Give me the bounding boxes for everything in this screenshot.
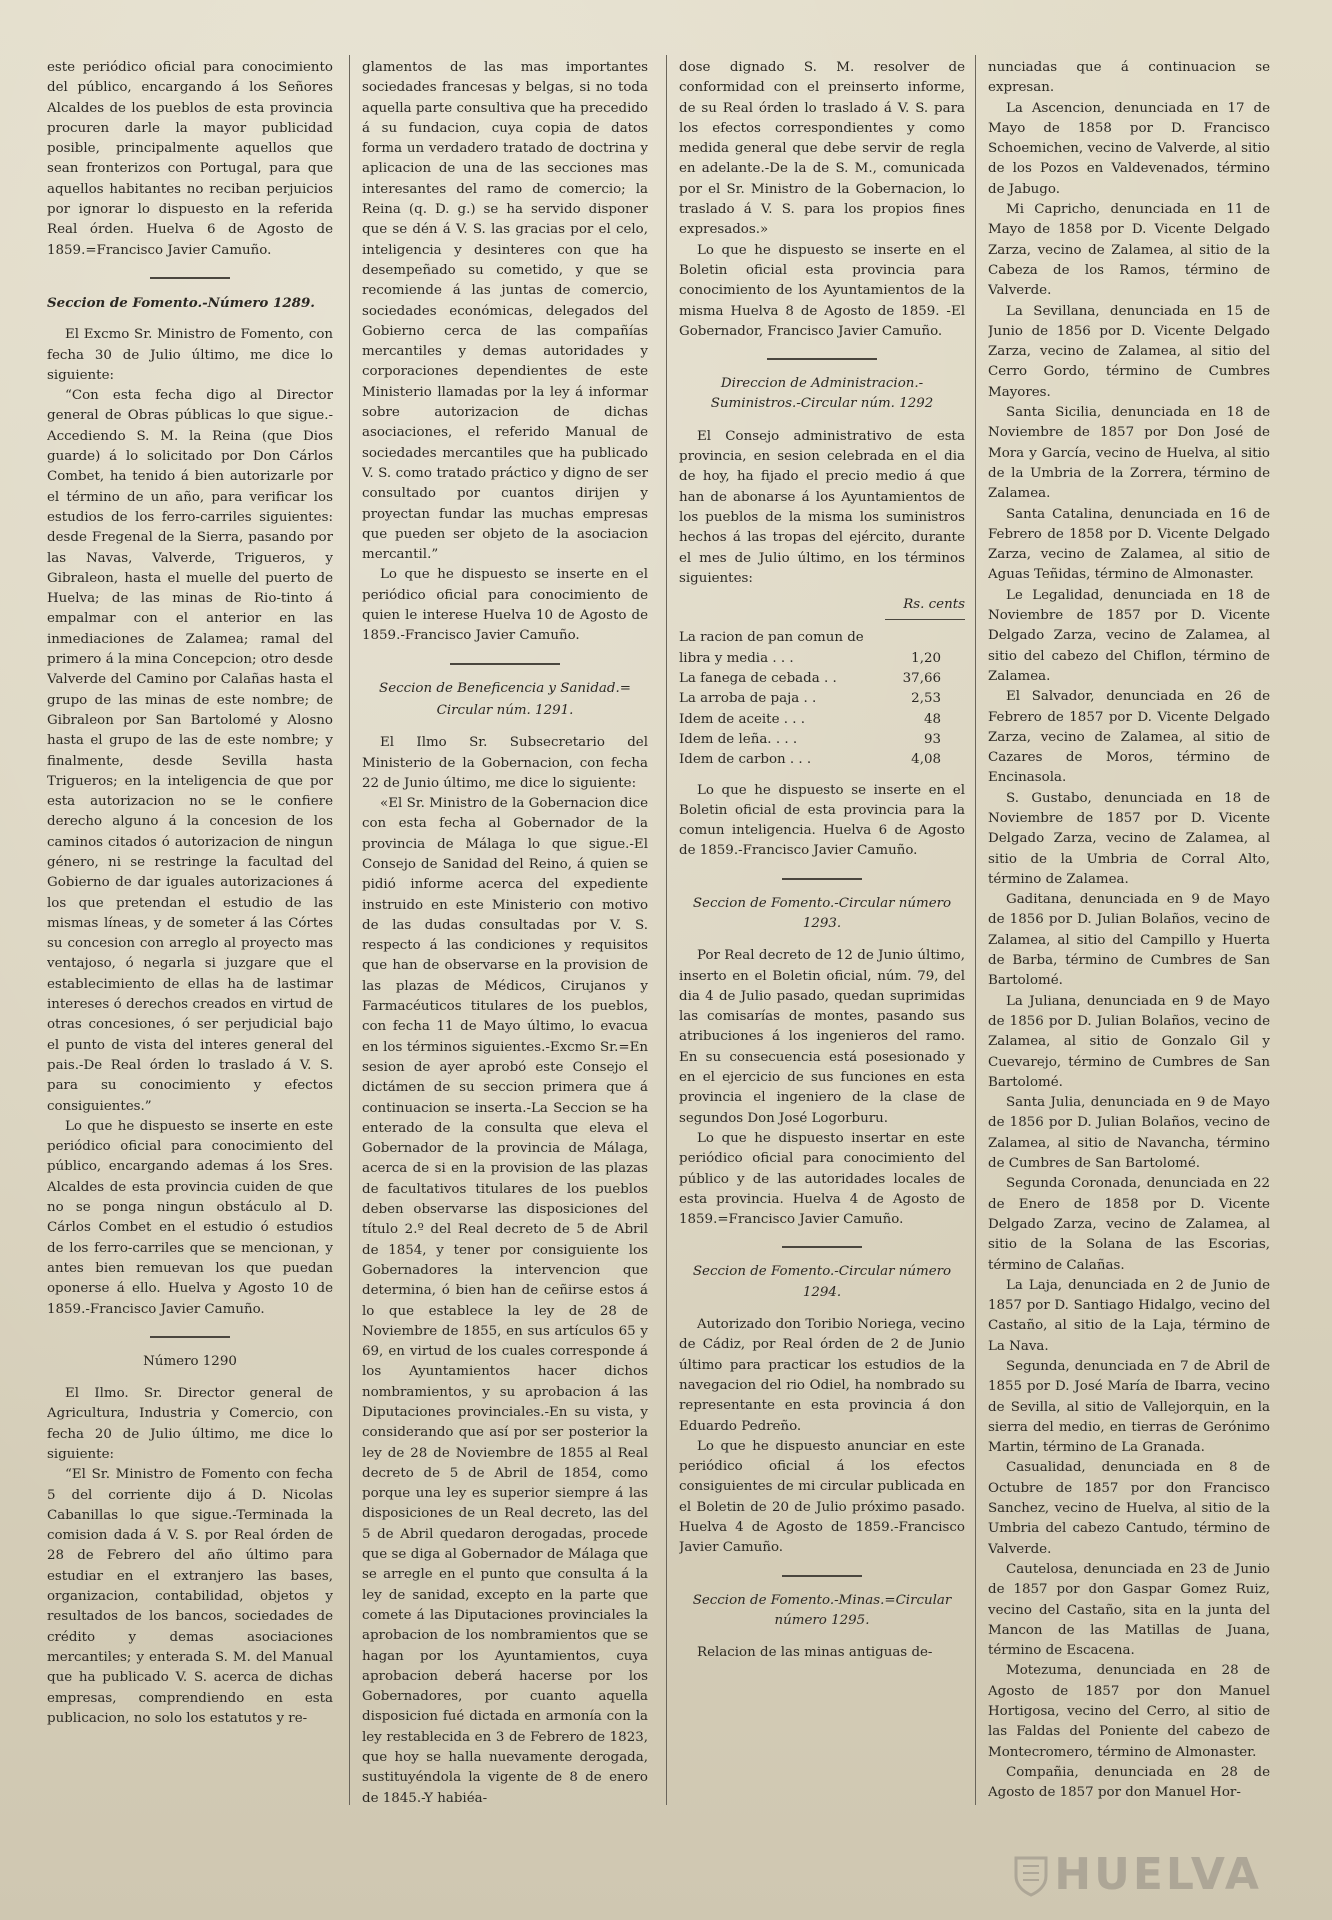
table-row [679,689,965,709]
separator-rule [782,1575,862,1577]
separator-rule [782,878,862,880]
paragraph: glamentos de las mas importantes sociedades francesas y belgas, si no toda aquella parte consultiva que ha precedido á su fundacion, cuya copia de datos forma un verdadero tratado de doctrina y aplicacion de una de las secciones mas interesantes del ramo de comercio; la Reina (q. D. g.) se ha servido disponer que se dén á V. S. las gracias por el celo, inteligencia y desinteres con que ha desempeñado su cometido, y que se recomiende á las juntas de comercio, sociedades económicas, delegados del Gobierno cerca de las compañías mercantiles y demas autoridades y corporaciones dependientes de este Ministerio llamadas por la ley á informar sobre autorizacion de dichas asociaciones, el referido Manual de sociedades mercantiles que ha publicado V. S. como tratado práctico y digno de ser consultado por cuantos dirijen y proyectan fundar las muchas empresas que pueden ser objeto de la asociacion mercantil.” [362,60,648,563]
list-item: La Juliana, denunciada en 9 de Mayo de 1856 por D. Julian Bolaños, vecino de Zalamea, al sitio de Gonzalo Gil y Cuevarejo, término de Cumbres de San Bartolomé. [988,993,1270,1090]
column-3 [679,58,965,1868]
price-item: Idem de aceite . . . [679,711,806,727]
list-item: Cautelosa, denunciada en 23 de Junio de 1857 por don Gaspar Gomez Ruiz, vecino del Castaño, sita en la junta del Mancon de las Matillas de Juana, término de Escacena. [988,1561,1270,1659]
list-item: Santa Sicilia, denunciada en 18 de Noviembre de 1857 por Don José de Mora y García, vecino de Huelva, al sitio de la Umbria de la Zorrera, término de Zalamea. [988,405,1270,502]
column-rule [349,55,350,1805]
paragraph: “El Sr. Ministro de Fomento con fecha 5 del corriente dijo á D. Nicolas Cabanillas lo que sigue.-Terminada la comision dada á V. S. por Real órden de 28 de Febrero del año último para estudiar en el extranjero las bases, organizacion, contabilidad, objetos y resultados de los bancos, sociedades de crédito y demas asociaciones mercantiles; y enterada S. M. del Manual que ha publicado V. S. acerca de dichas empresas, comprendiendo en esta publicacion, no solo los estatutos y re- [47,1467,333,1726]
section-heading-1294: Seccion de Fomento.-Circular número 1294. [692,1264,952,1300]
list-item: Segunda Coronada, denunciada en 22 de Enero de 1858 por D. Vicente Delgado Zarza, vecino de Zalamea, al sitio de la Solana de las Escorias, término de Calañas. [988,1176,1270,1273]
paragraph: El Excmo Sr. Ministro de Fomento, con fecha 30 de Julio último, me dice lo siguiente: [47,327,333,383]
list-item: La Laja, denunciada en 2 de Junio de 1857 por D. Santiago Hidalgo, vecino del Castaño, al sitio de la Laja, término de La Nava. [988,1277,1270,1354]
paragraph: dose dignado S. M. resolver de conformidad con el preinserto informe, de su Real órden lo traslado á V. S. para los efectos correspondientes y como medida general que debe servir de regla en adelante.-De la de S. M., comunicada por el Sr. Ministro de la Gobernacion, lo traslado á V. S. para los propios fines expresados.» [679,60,965,238]
column-2 [362,58,648,1868]
section-heading-1295: Seccion de Fomento.-Minas.=Circular número 1295. [692,1592,952,1628]
list-item: La Ascencion, denunciada en 17 de Mayo de 1858 por D. Francisco Schoemichen, vecino de Valverde, al sitio de los Pozos en Valdevenados, término de Jabugo. [988,100,1270,197]
paragraph: Lo que he dispuesto insertar en este periódico oficial para conocimiento del público y de las autoridades locales de esta provincia. Huelva 4 de Agosto de 1859.=Francisco Javier Camuño. [679,1130,965,1228]
list-item: Motezuma, denunciada en 28 de Agosto de 1857 por don Manuel Hortigosa, vecino del Cerro, al sitio de las Faldas del Poniente del cabezo de Montecromero, término de Almonaster. [988,1663,1270,1760]
list-item: Santa Julia, denunciada en 9 de Mayo de 1856 por D. Julian Bolaños, vecino de Zalamea, al sitio de Navancha, término de Cumbres de San Bartolomé. [988,1095,1270,1172]
paragraph: Lo que he dispuesto se inserte en el Boletin oficial de esta provincia para la comun inteligencia. Huelva 6 de Agosto de 1859.-Francisco Javier Camuño. [679,782,965,859]
table-rule [885,619,965,620]
column-rule [666,55,667,1805]
paragraph: nunciadas que á continuacion se expresan. [988,60,1270,96]
table-row [679,669,965,689]
price-value: 2,53 [911,691,941,707]
section-heading-1291: Seccion de Beneficencia y Sanidad.= [379,680,631,696]
paragraph: Relacion de las minas antiguas de- [697,1645,933,1661]
price-value: 37,66 [902,671,941,687]
price-table [679,595,965,770]
price-table-header: Rs. cents [903,597,965,613]
price-item: La arroba de paja . . [679,691,817,707]
list-item: Le Legalidad, denunciada en 18 de Noviembre de 1857 por D. Vicente Delgado Zarza, vecino de Zalamea, al sitio del cabezo del Chiflon, término de Zalamea. [988,587,1270,684]
list-item: Casualidad, denunciada en 8 de Octubre de 1857 por don Francisco Sanchez, vecino de Huelva, al sitio de la Umbria del cabezo Cantudo, término de Valverde. [988,1460,1270,1557]
list-item: Compañia, denunciada en 28 de Agosto de 1857 por don Manuel Hor- [988,1764,1270,1801]
list-item: Mi Capricho, denunciada en 11 de Mayo de 1858 por D. Vicente Delgado Zarza, vecino de Zalamea, al sitio de la Cabeza de los Ramos, término de Valverde. [988,202,1270,299]
table-row [679,628,965,648]
list-item: Santa Catalina, denunciada en 16 de Febrero de 1858 por D. Vicente Delgado Zarza, vecino de Zalamea, al sitio de Aguas Teñidas, término de Almonaster. [988,506,1270,583]
table-row [679,710,965,730]
separator-rule [782,1246,862,1248]
separator-rule [767,358,877,360]
price-value: 4,08 [911,752,941,768]
section-heading-1293: Seccion de Fomento.-Circular número 1293. [692,895,952,931]
column-rule [975,55,976,1805]
paragraph: este periódico oficial para conocimiento del público, encargando á los Señores Alcaldes de los pueblos de esta provincia procuren darle la mayor publicidad posible, principalmente aquellos que sean fronterizos con Portugal, para que aquellos habitantes no reciban perjuicios por ignorar lo dispuesto en la referida Real órden. Huelva 6 de Agosto de 1859.=Francisco Javier Camuño. [47,60,333,258]
paragraph: «El Sr. Ministro de la Gobernacion dice con esta fecha al Gobernador de la provincia de Málaga lo que sigue.-El Consejo de Sanidad del Reino, á quien se pidió informe acerca del expediente instruido en este Ministerio con motivo de las dudas consultadas por V. S. respecto á las condiciones y requisitos que han de observarse en la provision de las plazas de Médicos, Cirujanos y Farmacéuticos titulares de los pueblos, con fecha 11 de Mayo último, lo evacua en los términos siguientes.-Excmo Sr.=En sesion de ayer aprobó este Consejo el dictámen de su seccion primera que á continuacion se inserta.-La Seccion se ha enterado de la consulta que eleva el Gobernador de la provincia de Málaga, acerca de si en la provision de las plazas de facultativos titulares de los pueblos deben observarse las disposiciones del título 2.º del Real decreto de 5 de Abril de 1854, y tener por consiguiente los Gobernadores la intervencion que determina, ó bien han de ceñirse estos á lo que establece la ley de 28 de Noviembre de 1855, en sus artículos 65 y 69, en virtud de los cuales corresponde á los Ayuntamientos hacer dichos nombramientos, y su aprobacion á las Diputaciones provinciales.-En su vista, y considerando que así por ser posterior la ley de 28 de Noviembre de 1855 al Real decreto de 5 de Abril de 1854, como porque una ley es superior siempre á las disposiciones de un Real decreto, las del 5 de Abril quedaron derogadas, procede que se diga al Gobernador de Málaga que se arregle en el punto que consulta á la ley de sanidad, excepto en la parte que comete á las Diputaciones provinciales la aprobacion de los nombramientos que se hagan por los Ayuntamientos, cuya aprobacion deberá hacerse por los Gobernadores, por cuanto aquella disposicion fué dictada en armonía con la ley restablecida en 3 de Febrero de 1823, que hoy se halla nuevamente derogada, sustituyéndola la vigente de 8 de enero de 1845.-Y habiéa- [362,796,648,1806]
paragraph: Lo que he dispuesto anunciar en este periódico oficial á los efectos consiguientes de mi circular publicada en el Boletin de 20 de Julio próximo pasado. Huelva 4 de Agosto de 1859.-Francisco Javier Camuño. [679,1438,965,1556]
list-item: Segunda, denunciada en 7 de Abril de 1855 por D. José María de Ibarra, vecino de Sevilla, al sitio de Vallejorquin, en la sierra del medio, en tierras de Gerónimo Martin, término de La Granada. [988,1359,1270,1456]
paragraph: El Ilmo Sr. Subsecretario del Ministerio de la Gobernacion, con fecha 22 de Junio último, me dice lo siguiente: [362,735,648,791]
table-row [679,649,965,669]
paragraph: Autorizado don Toribio Noriega, vecino de Cádiz, por Real órden de 2 de Junio último para practicar los estudios de la navegacion del rio Odiel, ha nombrado su representante en esta provincia á don Eduardo Pedreño. [679,1317,965,1434]
price-item: Idem de carbon . . . [679,752,812,768]
section-heading-1290: Número 1290 [143,1353,237,1369]
section-heading-1291-number: Circular núm. 1291. [436,702,574,718]
separator-rule [450,663,560,665]
price-item: La fanega de cebada . . [679,671,837,687]
table-row [679,750,965,770]
price-item: Idem de leña. . . . [679,731,798,747]
paragraph: Por Real decreto de 12 de Junio último, inserto en el Boletin oficial, núm. 79, del dia 4 de Julio pasado, quedan suprimidas las comisarías de montes, pasando sus atribuciones á los ingenieros del ramo. En su consecuencia está posesionado y en el ejercicio de sus funciones en esta provincia el ingeniero de la clase de segundos Don José Logorburu. [679,948,965,1126]
separator-rule [150,1336,230,1338]
price-value: 48 [923,711,941,727]
paragraph: Lo que he dispuesto se inserte en este periódico oficial para conocimiento del público, encargando ademas á los Sres. Alcaldes de esta provincia cuiden de que no se ponga ningun obstáculo al D. Cárlos Combet en el estudio ó estudios de los ferro-carriles que se mencionan, y antes bien remuevan los que puedan oponerse á ello. Huelva y Agosto 10 de 1859.-Francisco Javier Camuño. [47,1118,333,1317]
table-row [679,730,965,750]
column-1 [47,58,333,1868]
watermark-text: HUELVA [1054,1849,1262,1900]
paragraph: Lo que he dispuesto se inserte en el Boletin oficial esta provincia para conocimiento de los Ayuntamientos de la misma Huelva 8 de Agosto de 1859. -El Gobernador, Francisco Javier Camuño. [679,242,965,339]
price-value: 1,20 [911,650,941,666]
section-heading-1289: Seccion de Fomento.-Número 1289. [47,294,315,311]
list-item: Gaditana, denunciada en 9 de Mayo de 1856 por D. Julian Bolaños, vecino de Zalamea, al sitio del Campillo y Huerta de Barba, término de Cumbres de San Bartolomé. [988,892,1270,989]
separator-rule [150,277,230,279]
paragraph: “Con esta fecha digo al Director general de Obras públicas lo que sigue.-Accediendo S. M. la Reina (que Dios guarde) á lo solicitado por Don Cárlos Combet, ha tenido á bien autorizarle por el término de un año, para verificar los estudios de los ferro-carriles siguientes: desde Fregenal de la Sierra, pasando por las Navas, Valverde, Trigueros, y Gibraleon, hasta el muelle del puerto de Huelva; de las minas de Rio-tinto á empalmar con el anterior en las inmediaciones de Zalamea; ramal del primero á la mina Concepcion; otro desde Valverde del Camino por Calañas hasta el grupo de las minas de este nombre; de Gibraleon por San Bartolomé y Alosno hasta el grupo de las de este nombre; y finalmente, desde Sevilla hasta Trigueros; en la inteligencia de que por esta autorizacion no se le confiere derecho alguno á la concesion de los caminos citados ó autorizacion de ningun género, ni se restringe la facultad del Gobierno de dar iguales autorizaciones á los que pretendan el estudio de las mismas líneas, y de someter á las Córtes su concesion con arreglo al proyecto mas ventajoso, ó negarla si juzgare que el establecimiento de ellas ha de lastimar intereses ó derechos creados en virtud de otras concesiones, ó ser perjudicial bajo el punto de vista del interes general del pais.-De Real órden lo traslado á V. S. para su conocimiento y efectos consiguientes.” [47,388,333,1114]
list-item: El Salvador, denunciada en 26 de Febrero de 1857 por D. Vicente Delgado Zarza, vecino de Zalamea, al sitio de Cazares de Moros, término de Encinasola. [988,689,1270,786]
huelva-watermark [1008,1849,1262,1900]
price-value [881,628,965,648]
price-value: 93 [923,731,941,747]
section-heading-1292: Direccion de Administracion.-Suministros.-Circular núm. 1292 [710,376,934,412]
crest-icon [1008,1852,1054,1898]
price-item: La racion de pan comun de [679,630,864,646]
list-item: S. Gustabo, denunciada en 18 de Noviembre de 1857 por D. Vicente Delgado Zarza, vecino de Zalamea, al sitio de la Umbria de Corral Alto, término de Zalamea. [988,790,1270,887]
paragraph: El Ilmo. Sr. Director general de Agricultura, Industria y Comercio, con fecha 20 de Julio último, me dice lo siguiente: [47,1386,333,1462]
price-item: libra y media . . . [679,650,794,666]
paragraph: El Consejo administrativo de esta provincia, en sesion celebrada en el dia de hoy, ha fijado el precio medio á que han de abonarse á los Ayuntamientos de los pueblos de la misma los suministros hechos á las tropas del ejército, durante el mes de Julio último, en los términos siguientes: [679,428,965,586]
paragraph: Lo que he dispuesto se inserte en el periódico oficial para conocimiento de quien le interese Huelva 10 de Agosto de 1859.-Francisco Javier Camuño. [362,567,648,644]
column-4 [988,58,1270,1868]
list-item: La Sevillana, denunciada en 15 de Junio de 1856 por D. Vicente Delgado Zarza, vecino de Zalamea, al sitio del Cerro Gordo, término de Cumbres Mayores. [988,303,1270,400]
